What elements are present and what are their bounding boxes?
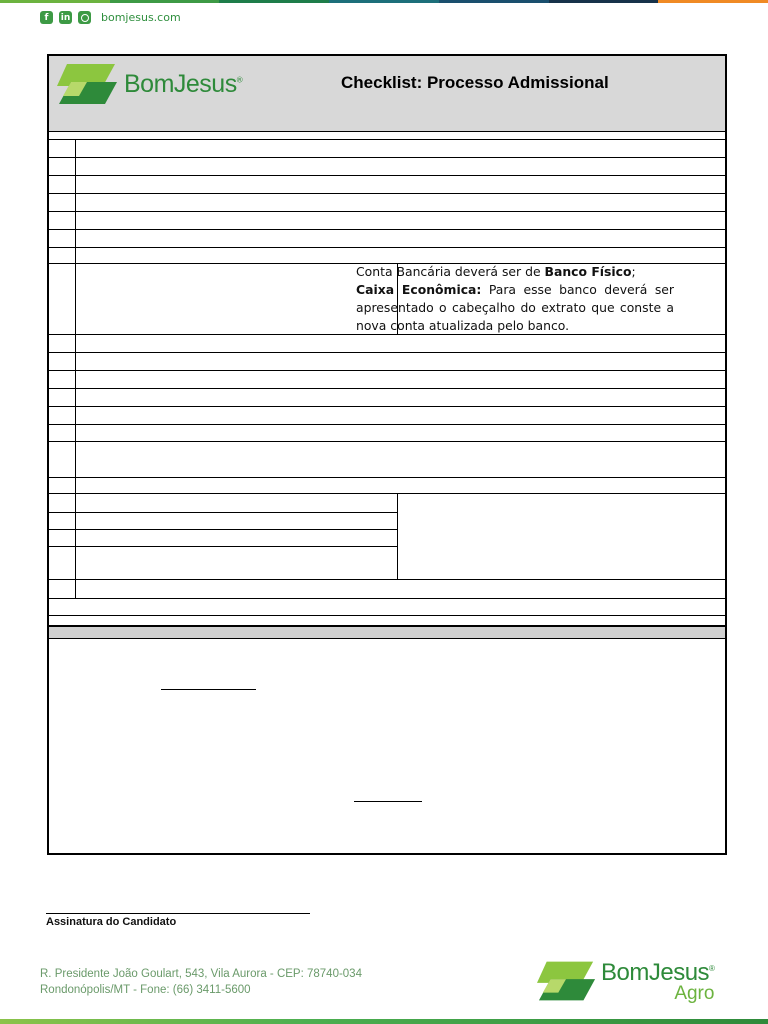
table-row <box>49 478 725 494</box>
logo-text: BomJesus <box>124 69 237 98</box>
website-link[interactable]: bomjesus.com <box>101 11 181 24</box>
bank-account-note <box>356 263 674 335</box>
color-segment <box>658 0 768 3</box>
color-segment <box>110 0 220 3</box>
table-row <box>49 158 725 176</box>
facebook-icon[interactable]: f <box>40 11 53 24</box>
row-number-cell <box>49 407 76 424</box>
blank-line <box>301 853 317 854</box>
row-number-cell <box>49 248 76 263</box>
table-row <box>49 442 725 478</box>
blank-line <box>354 801 422 802</box>
top-color-bar <box>0 0 768 3</box>
row-number-cell <box>49 335 76 352</box>
footer-logo-wordmark <box>601 958 715 986</box>
social-links <box>40 11 181 24</box>
row-number-cell <box>49 353 76 370</box>
table-row <box>49 580 725 599</box>
footer-address <box>40 966 362 998</box>
color-segment <box>219 0 329 3</box>
table-row <box>49 230 725 248</box>
table-row <box>49 599 725 616</box>
color-segment <box>439 0 549 3</box>
bank-note-text: Conta Bancária deverá ser de <box>356 264 545 279</box>
section-divider-bar <box>49 626 725 639</box>
row-number-cell <box>49 140 76 157</box>
registered-mark: ® <box>236 75 243 85</box>
row-number-cell <box>49 494 76 512</box>
footer-logo-sub: Agro <box>674 983 715 1004</box>
row-number-cell <box>49 176 76 193</box>
bomjesus-leaf-icon <box>57 62 119 106</box>
row-number-cell <box>49 530 76 546</box>
logo-wordmark <box>124 70 242 99</box>
row-number-cell <box>49 212 76 229</box>
linkedin-icon[interactable]: in <box>60 12 71 23</box>
row-number-cell <box>49 389 76 406</box>
bank-note-bold: Banco Físico <box>544 264 632 279</box>
footer-registered-mark: ® <box>709 964 715 973</box>
footer-logo <box>537 958 714 1004</box>
signature-label: Assinatura do Candidato <box>46 916 177 928</box>
signature-line <box>46 913 310 914</box>
row-number-cell <box>49 442 76 477</box>
row-number-cell <box>49 425 76 441</box>
color-segment <box>549 0 659 3</box>
address-line-1: R. Presidente João Goulart, 543, Vila Aurora - CEP: 78740-034 <box>40 968 362 980</box>
blank-line <box>161 689 256 690</box>
table-row <box>49 176 725 194</box>
row-number-cell <box>49 371 76 388</box>
row-number-cell <box>49 264 76 334</box>
color-segment <box>0 0 110 3</box>
bomjesus-leaf-icon <box>537 959 597 1003</box>
color-segment <box>329 0 439 3</box>
caixa-text: Para esse banco deverá ser apresentado o cabeçalho do extrato que conste a nova conta atualizada pelo banco. <box>356 282 674 333</box>
table-row <box>49 194 725 212</box>
table-row <box>49 407 725 425</box>
merged-cell <box>397 494 725 580</box>
address-line-2: Rondonópolis/MT - Fone: (66) 3411-5600 <box>40 984 251 996</box>
table-row <box>49 425 725 442</box>
table-row <box>49 132 725 140</box>
instagram-icon[interactable] <box>78 11 91 24</box>
row-number-cell <box>49 580 76 598</box>
company-logo <box>57 62 242 106</box>
bank-note-punctuation: ; <box>631 264 636 279</box>
row-number-cell <box>49 547 76 579</box>
table-row <box>49 371 725 389</box>
row-number-cell <box>49 478 76 493</box>
table-row <box>49 248 725 264</box>
checklist-form <box>47 54 727 855</box>
table-row <box>49 353 725 371</box>
caixa-label: Caixa Econômica: <box>356 282 482 297</box>
row-number-cell <box>49 513 76 529</box>
row-number-cell <box>49 158 76 175</box>
bottom-color-bar <box>0 1019 768 1024</box>
row-number-cell <box>49 194 76 211</box>
footer-logo-text <box>601 958 714 1004</box>
table-row <box>49 389 725 407</box>
table-row <box>49 140 725 158</box>
table-row <box>49 616 725 626</box>
row-number-cell <box>49 230 76 247</box>
footer-logo-main: BomJesus <box>601 959 710 986</box>
blank-line <box>502 853 537 854</box>
page-title: Checklist: Processo Admissional <box>341 73 609 92</box>
form-header <box>49 56 725 132</box>
table-row <box>49 212 725 230</box>
table-row <box>49 335 725 353</box>
